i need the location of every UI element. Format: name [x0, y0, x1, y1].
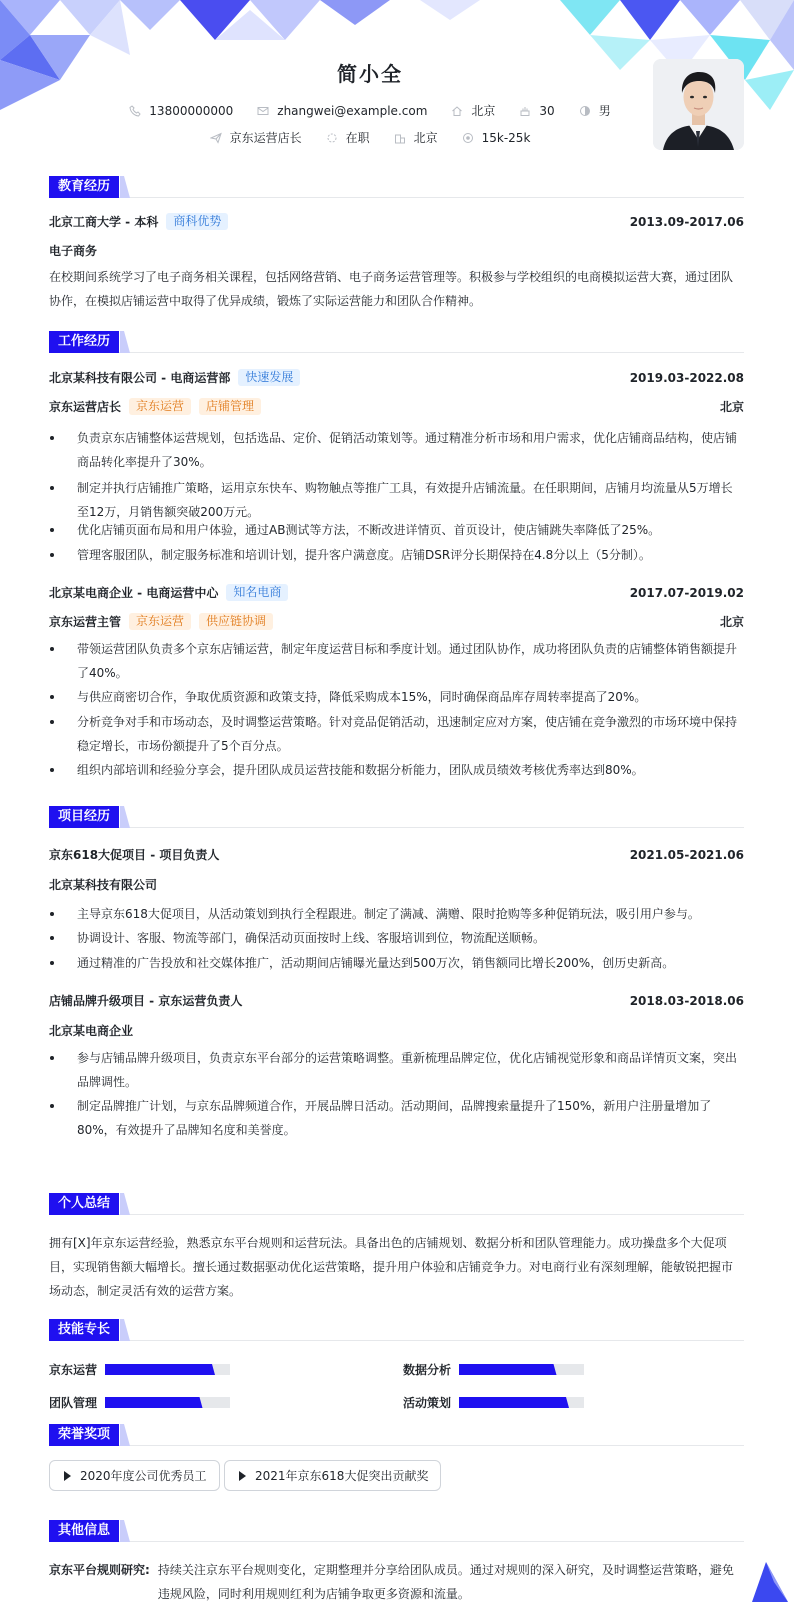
- project-2-name: 店铺品牌升级项目 - 京东运营负责人: [49, 994, 243, 1008]
- status-item: [326, 129, 370, 146]
- job-1-header: [49, 369, 744, 386]
- school-name: 北京工商大学 - 本科: [49, 215, 159, 229]
- project-2-date: 2018.03-2018.06: [629, 993, 744, 1008]
- job-2-company-tag: 知名电商: [226, 584, 288, 601]
- other-info-text: 持续关注京东平台规则变化，定期整理并分享给团队成员。通过对规则的深入研究，及时调整运营策略，避免违规风险，同时利用规则红利为店铺争取更多资源和流量。: [157, 1563, 734, 1601]
- skill-bar-fill: [105, 1364, 215, 1375]
- summary-text: 拥有[X]年京东运营经验，熟悉京东平台规则和运营玩法。具备出色的店铺规划、数据分析和团队管理能力。成功操盘多个大促项目，实现销售额大幅增长。擅长通过数据驱动优化运营策略，提升用户体验和店铺竞争力。对电商行业有深刻理解，能敏锐把握市场动态，制定灵活有效的运营方案。: [49, 1236, 734, 1298]
- play-icon: [64, 1471, 71, 1481]
- major-row: [49, 242, 744, 259]
- project-2-header: [49, 992, 744, 1009]
- project-2-org: 北京某电商企业: [49, 1024, 134, 1038]
- skill-name: 数据分析: [403, 1363, 452, 1377]
- building-icon: [394, 132, 406, 144]
- skill-item: [49, 1394, 239, 1411]
- candidate-name: 简小全: [337, 62, 403, 86]
- project-1-header: [49, 846, 744, 863]
- project-2-bullet: 制定品牌推广计划，与京东品牌频道合作，开展品牌日活动。活动期间，品牌搜索量提升了150%，新用户注册量增加了80%，有效提升了品牌知名度和美誉度。: [49, 1094, 744, 1142]
- job-1-role-row: [49, 398, 744, 415]
- job-2-company: 北京某电商企业 - 电商运营中心: [49, 586, 219, 600]
- section-title-tail: [120, 1424, 130, 1446]
- phone-item: [129, 104, 233, 118]
- skill-bar: [459, 1364, 584, 1375]
- city-item: [451, 102, 495, 119]
- other-info-label: 京东平台规则研究:: [49, 1563, 150, 1577]
- coin-icon: [462, 132, 474, 144]
- project-1-org-row: [49, 876, 744, 893]
- skills-section: [49, 1319, 744, 1410]
- project-2-bullet: 参与店铺品牌升级项目，负责京东平台部分的运营策略调整。重新梳理品牌定位，优化店铺视觉形象和商品详情页文案，突出品牌调性。: [49, 1046, 744, 1094]
- city: 北京: [471, 104, 496, 118]
- job-1-location: 北京: [719, 400, 744, 414]
- job-2-skill-tag: 京东运营: [129, 613, 191, 630]
- section-title-tail: [120, 806, 130, 828]
- job-2-bullet: 与供应商密切合作，争取优质资源和政策支持，降低采购成本15%，同时确保商品库存周转率提高了20%。: [49, 685, 744, 709]
- profile-photo: [653, 59, 744, 150]
- project-1-date: 2021.05-2021.06: [629, 847, 744, 862]
- target-city: 北京: [413, 131, 438, 145]
- section-title-tail: [120, 176, 130, 198]
- phone-number: 13800000000: [149, 103, 234, 118]
- play-icon: [239, 1471, 246, 1481]
- job-title: 京东运营店长: [229, 131, 302, 145]
- projects-section: [49, 806, 744, 1137]
- project-1-name: 京东618大促项目 - 项目负责人: [49, 848, 220, 862]
- section-title: 技能专长: [49, 1319, 119, 1341]
- job-1-bullet: 制定并执行店铺推广策略，运用京东快车、购物触点等推广工具，有效提升店铺流量。在任职期间，店铺月均流量从5万增长至12万，月销售额突破200万元。: [49, 476, 744, 524]
- education-date: 2013.09-2017.06: [629, 214, 744, 229]
- job-1-bullet: 负责京东店铺整体运营规划，包括选品、定价、促销活动策划等。通过精准分析市场和用户需求，优化店铺商品结构，使店铺商品转化率提升了30%。: [49, 426, 744, 474]
- school-tag: 商科优势: [166, 213, 228, 230]
- employment-status: 在职: [345, 131, 370, 145]
- section-title: 工作经历: [49, 331, 119, 353]
- summary-section: [49, 1193, 744, 1298]
- job-1-bullet: 管理客服团队，制定服务标准和培训计划，提升客户满意度。店铺DSR评分长期保持在4.8分以上（5分制）。: [49, 543, 744, 567]
- bottom-triangle-decoration: [752, 1562, 788, 1602]
- age: 30: [539, 103, 555, 118]
- job-1-company-tag: 快速发展: [238, 369, 300, 386]
- other-section: [49, 1520, 744, 1601]
- job-1-skill-tag: 店铺管理: [199, 398, 261, 415]
- skill-name: 京东运营: [49, 1363, 98, 1377]
- contact-info-row: [40, 102, 700, 119]
- job-1-date: 2019.03-2022.08: [629, 370, 744, 385]
- section-title: 个人总结: [49, 1193, 119, 1215]
- award-name: 2021年京东618大促突出贡献奖: [255, 1469, 429, 1483]
- section-header: [49, 1193, 744, 1215]
- cake-icon: [519, 105, 531, 117]
- skill-item: [49, 1361, 239, 1378]
- work-section: [49, 331, 744, 777]
- award-item: [224, 1460, 441, 1491]
- major: 电子商务: [49, 244, 98, 258]
- job-info-row: [40, 129, 700, 146]
- skill-bar-fill: [459, 1397, 569, 1408]
- job-2-header: [49, 584, 744, 601]
- salary-item: [462, 131, 531, 145]
- project-2-org-row: [49, 1022, 744, 1039]
- skill-bar-fill: [459, 1364, 557, 1375]
- project-1-bullet: 协调设计、客服、物流等部门，确保活动页面按时上线、客服培训到位，物流配送顺畅。: [49, 926, 744, 950]
- skill-item: [403, 1394, 593, 1411]
- job-1-bullet: 优化店铺页面布局和用户体验，通过AB测试等方法，不断改进详情页、首页设计，使店铺跳失率降低了25%。: [49, 518, 744, 542]
- send-icon: [210, 132, 222, 144]
- education-description: 在校期间系统学习了电子商务相关课程，包括网络营销、电子商务运营管理等。积极参与学校组织的电商模拟运营大赛，通过团队协作，在模拟店铺运营中取得了优异成绩，锻炼了实际运营能力和团队合作精神。: [49, 270, 734, 308]
- awards-section: [49, 1424, 744, 1483]
- status-icon: [326, 132, 338, 144]
- home-icon: [451, 105, 463, 117]
- section-title: 其他信息: [49, 1520, 119, 1542]
- section-header: [49, 1520, 744, 1542]
- section-title-tail: [120, 331, 130, 353]
- job-2-role: 京东运营主管: [49, 615, 122, 629]
- section-title: 荣誉奖项: [49, 1424, 119, 1446]
- job-2-skill-tag: 供应链协调: [199, 613, 273, 630]
- job-1-skill-tag: 京东运营: [129, 398, 191, 415]
- email-icon: [257, 105, 269, 117]
- skill-bar: [105, 1364, 230, 1375]
- skill-bar: [459, 1397, 584, 1408]
- salary-range: 15k-25k: [481, 130, 531, 145]
- age-item: [519, 104, 554, 118]
- skill-item: [403, 1361, 593, 1378]
- section-title-tail: [120, 1319, 130, 1341]
- section-title: 项目经历: [49, 806, 119, 828]
- skill-name: 活动策划: [403, 1396, 452, 1410]
- other-info-row: [49, 1558, 744, 1606]
- resume-header: [0, 0, 794, 170]
- section-header: [49, 1424, 744, 1446]
- section-title: 教育经历: [49, 176, 119, 198]
- section-header: [49, 331, 744, 353]
- job-1-company: 北京某科技有限公司 - 电商运营部: [49, 371, 231, 385]
- job-2-role-row: [49, 613, 744, 630]
- job-title-item: [210, 129, 302, 146]
- job-2-location: 北京: [719, 615, 744, 629]
- job-2-bullet: 带领运营团队负责多个京东店铺运营，制定年度运营目标和季度计划。通过团队协作，成功将团队负责的店铺整体销售额提升了40%。: [49, 637, 744, 685]
- award-name: 2020年度公司优秀员工: [80, 1469, 207, 1483]
- education-entry-header: [49, 213, 744, 230]
- education-section: [49, 176, 744, 308]
- email-address: zhangwei@example.com: [277, 103, 428, 118]
- job-1-role: 京东运营店长: [49, 400, 122, 414]
- award-item: [49, 1460, 220, 1491]
- skill-name: 团队管理: [49, 1396, 98, 1410]
- skill-bar: [105, 1397, 230, 1408]
- job-2-bullet: 组织内部培训和经验分享会，提升团队成员运营技能和数据分析能力，团队成员绩效考核优秀率达到80%。: [49, 758, 744, 782]
- section-header: [49, 176, 744, 198]
- skill-bar-fill: [105, 1397, 203, 1408]
- project-1-bullet: 主导京东618大促项目，从活动策划到执行全程跟进。制定了满减、满赠、限时抢购等多种促销玩法，吸引用户参与。: [49, 902, 744, 926]
- section-header: [49, 806, 744, 828]
- project-1-org: 北京某科技有限公司: [49, 878, 158, 892]
- gender-icon: [579, 105, 591, 117]
- email-item: [257, 104, 427, 118]
- section-title-tail: [120, 1520, 130, 1542]
- job-2-date: 2017.07-2019.02: [629, 585, 744, 600]
- project-1-bullet: 通过精准的广告投放和社交媒体推广，活动期间店铺曝光量达到500万次，销售额同比增长200%，创历史新高。: [49, 951, 744, 975]
- phone-icon: [129, 105, 141, 117]
- job-2-bullet: 分析竞争对手和市场动态，及时调整运营策略。针对竞品促销活动，迅速制定应对方案，使店铺在竞争激烈的市场环境中保持稳定增长，市场份额提升了5个百分点。: [49, 710, 744, 758]
- target-city-item: [394, 129, 438, 146]
- section-title-tail: [120, 1193, 130, 1215]
- gender-item: [579, 102, 611, 119]
- gender: 男: [598, 104, 611, 118]
- section-header: [49, 1319, 744, 1341]
